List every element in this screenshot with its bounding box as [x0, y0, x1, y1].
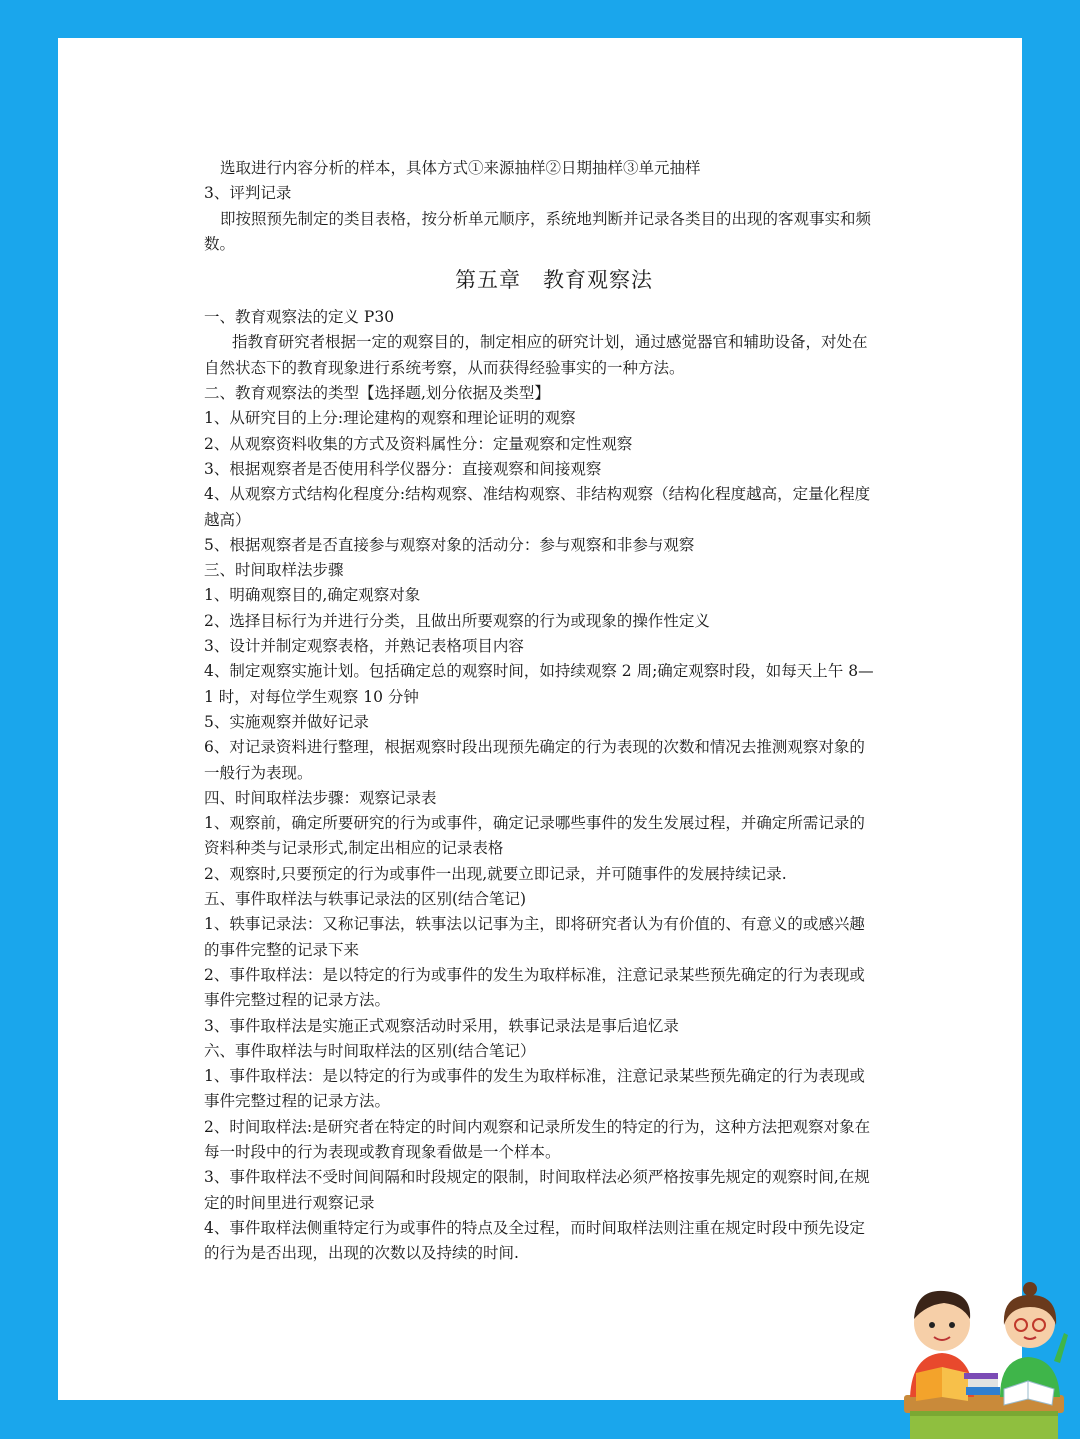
list-item: 2、选择目标行为并进行分类，且做出所要观察的行为或现象的操作性定义 [204, 611, 710, 630]
children-reading-icon [900, 1277, 1070, 1439]
section-heading: 三、时间取样法步骤 [204, 561, 344, 580]
section-heading: 四、时间取样法步骤：观察记录表 [204, 788, 437, 807]
section-heading: 一、教育观察法的定义 P30 [204, 308, 395, 327]
list-item: 1、轶事记录法：又称记事法，轶事法以记事为主，即将研究者认为有价值的、有意义的或感兴趣的事件完整的记录下来 [204, 915, 865, 959]
list-item: 1、从研究目的上分:理论建构的观察和理论证明的观察 [204, 409, 576, 428]
step3-heading: 3、评判记录 [204, 184, 292, 203]
step3-text: 即按照预先制定的类目表格，按分析单元顺序，系统地判断并记录各类目的出现的客观事实和频数。 [204, 209, 872, 253]
list-item: 1、明确观察目的,确定观察对象 [204, 586, 421, 605]
list-item: 3、根据观察者是否使用科学仪器分：直接观察和间接观察 [204, 459, 602, 478]
list-item: 3、事件取样法是实施正式观察活动时采用，轶事记录法是事后追忆录 [204, 1016, 679, 1035]
section-heading: 六、事件取样法与时间取样法的区别(结合笔记） [204, 1041, 536, 1060]
list-item: 2、事件取样法：是以特定的行为或事件的发生为取样标准，注意记录某些预先确定的行为表现或事件完整过程的记录方法。 [204, 965, 865, 1010]
list-item: 1、事件取样法：是以特定的行为或事件的发生为取样标准，注意记录某些预先确定的行为表现或事件完整过程的记录方法。 [204, 1067, 865, 1111]
sampling-text: 选取进行内容分析的样本，具体方式①来源抽样②日期抽样③单元抽样 [220, 159, 701, 177]
list-item: 1、观察前，确定所要研究的行为或事件，确定记录哪些事件的发生发展过程，并确定所需记录的资料种类与记录形式,制定出相应的记录表格 [204, 814, 865, 858]
section-heading: 二、教育观察法的类型【选择题,划分依据及类型】 [204, 384, 550, 403]
list-item: 3、设计并制定观察表格，并熟记表格项目内容 [204, 637, 524, 656]
list-item: 4、事件取样法侧重特定行为或事件的特点及全过程，而时间取样法则注重在规定时段中预先设定的行为是否出现，出现的次数以及持续的时间. [204, 1218, 865, 1263]
list-item: 6、对记录资料进行整理，根据观察时段出现预先确定的行为表现的次数和情况去推测观察对象的一般行为表现。 [204, 738, 865, 782]
list-item: 5、根据观察者是否直接参与观察对象的活动分：参与观察和非参与观察 [204, 535, 695, 554]
document-body [204, 156, 880, 1266]
chapter-title: 第五章 教育观察法 [455, 268, 653, 293]
list-item: 2、时间取样法:是研究者在特定的时间内观察和记录所发生的特定的行为，这种方法把观察对象在每一时段中的行为表现或教育现象看做是一个样本。 [204, 1117, 871, 1161]
list-item: 4、从观察方式结构化程度分:结构观察、准结构观察、非结构观察（结构化程度越高，定量化程度越高） [204, 485, 871, 529]
list-item: 5、实施观察并做好记录 [204, 712, 369, 731]
list-item: 2、从观察资料收集的方式及资料属性分：定量观察和定性观察 [204, 434, 633, 453]
list-item: 4、制定观察实施计划。包括确定总的观察时间，如持续观察 2 周;确定观察时段，如每天上午 8—1 时，对每位学生观察 10 分钟 [204, 662, 874, 706]
list-item: 3、事件取样法不受时间间隔和时段规定的限制，时间取样法必须严格按事先规定的观察时间,在规定的时间里进行观察记录 [204, 1168, 870, 1212]
list-item: 2、观察时,只要预定的行为或事件一出现,就要立即记录，并可随事件的发展持续记录. [204, 864, 787, 883]
definition-text: 指教育研究者根据一定的观察目的，制定相应的研究计划，通过感觉器官和辅助设备，对处在自然状态下的教育现象进行系统考察，从而获得经验事实的一种方法。 [204, 333, 868, 377]
section-heading: 五、事件取样法与轶事记录法的区别(结合笔记) [204, 890, 527, 909]
